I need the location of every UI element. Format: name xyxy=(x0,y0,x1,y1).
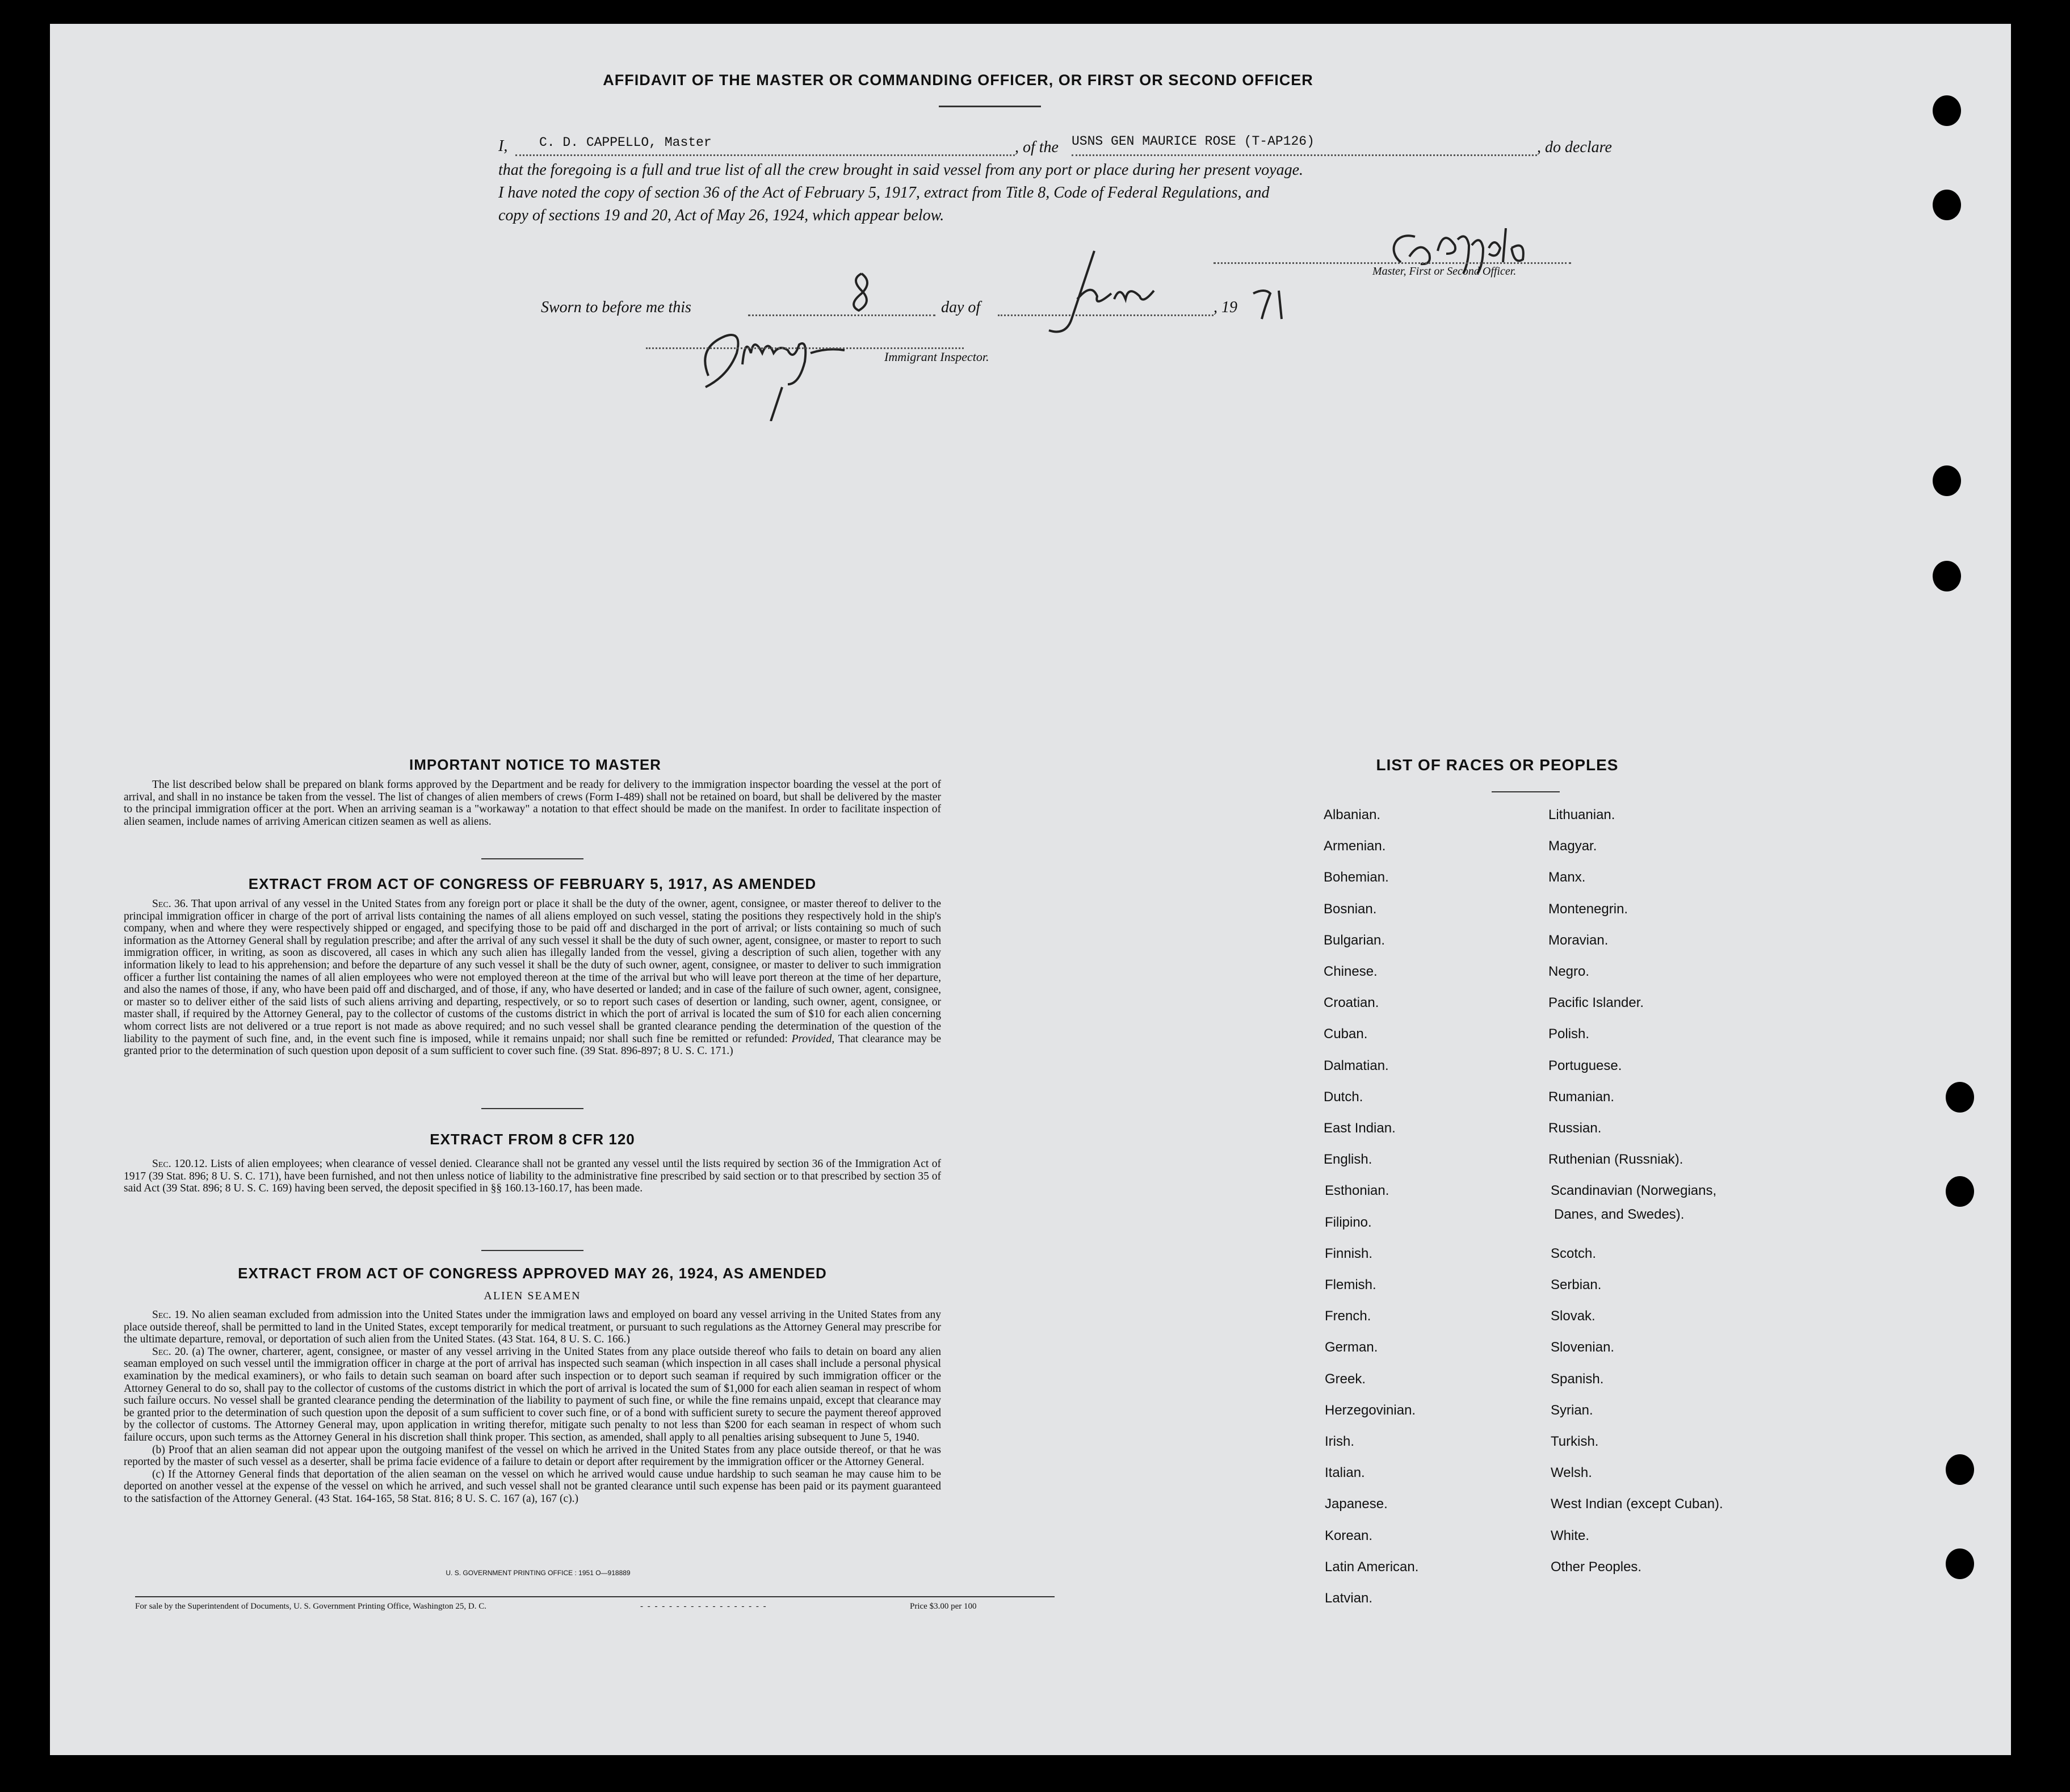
race-item: Moravian. xyxy=(1548,932,1609,948)
race-item: Spanish. xyxy=(1551,1371,1604,1387)
races-title: LIST OF RACES OR PEOPLES xyxy=(1376,756,1619,774)
inspector-line xyxy=(646,347,964,349)
cfr-body: Lists of alien employees; when clearance of vessel denied. Clearance shall not be granted any vessel until the lists required by section 36 of the Immigration Act of 1917 (39 Stat. 896; 8 U. S. C. 171), have been furnished, and not then unless notice of liability to the administrative fine prescribed by said section or to that prescribed by section 35 of said Act (39 Stat. 896; 8 U. S. C. 169) having been served, the deposit specified in §§ 160.13-160.17, has been made. xyxy=(124,1158,941,1195)
race-item: Lithuanian. xyxy=(1548,807,1615,822)
race-item: Finnish. xyxy=(1325,1245,1373,1261)
cfr-rule xyxy=(481,1250,583,1251)
race-item: Latvian. xyxy=(1325,1590,1373,1606)
race-item: Serbian. xyxy=(1551,1277,1602,1292)
declarant-pronoun: I, xyxy=(498,137,508,155)
handwritten-day xyxy=(845,268,879,313)
cfr-title: EXTRACT FROM 8 CFR 120 xyxy=(430,1131,635,1148)
footer-rule xyxy=(135,1596,1055,1597)
gpo-line: U. S. GOVERNMENT PRINTING OFFICE : 1951 O—918889 xyxy=(446,1569,631,1577)
affidavit-line-2: I have noted the copy of section 36 of the Act of February 5, 1917, extract from Title 8, Code of Federal Regulations, and xyxy=(498,184,1270,202)
race-item: Filipino. xyxy=(1325,1214,1372,1230)
race-item: Esthonian. xyxy=(1325,1183,1389,1199)
footer-left: For sale by the Superintendent of Documents, U. S. Government Printing Office, Washington 25, D. C. xyxy=(135,1602,486,1611)
footer-dashes: - - - - - - - - - - - - - - - - - - xyxy=(640,1602,767,1611)
race-item: Latin American. xyxy=(1325,1559,1419,1575)
punch-hole xyxy=(1933,190,1961,220)
race-item: Negro. xyxy=(1548,964,1590,979)
race-item: Bulgarian. xyxy=(1324,932,1385,948)
handwritten-year xyxy=(1248,279,1304,325)
sworn-label: Sworn to before me this xyxy=(541,299,691,316)
act1917-proviso-label: Provided, xyxy=(791,1033,835,1045)
declarant-name: C. D. CAPPELLO, Master xyxy=(539,135,712,150)
sec19-label: Sec. 19. xyxy=(152,1309,188,1321)
race-item: German. xyxy=(1325,1340,1378,1355)
sec20c-paragraph: (c) If the Attorney General finds that deportation of the alien seaman on the vessel on which he arrived would cause undue hardship to such seaman he may cause him to be deported on another vessel at the expense of the vessel on which he arrived, and such vessel shall not be granted clearance until such expense has been paid or its payment guaranteed to the satisfaction of the Attorney General. (43 Stat. 164-165, 58 Stat. 816; 8 U. S. C. 167 (a), 167 (c).) xyxy=(124,1468,941,1505)
race-item: Flemish. xyxy=(1325,1277,1376,1292)
race-item: West Indian (except Cuban). xyxy=(1551,1496,1723,1512)
race-item: Pacific Islander. xyxy=(1548,995,1644,1011)
act1924-title: EXTRACT FROM ACT OF CONGRESS APPROVED MAY 26, 1924, AS AMENDED xyxy=(238,1265,827,1282)
race-item: White. xyxy=(1551,1527,1590,1543)
race-item: Other Peoples. xyxy=(1551,1559,1642,1575)
sec20a-paragraph xyxy=(124,1346,941,1444)
cfr-text xyxy=(124,1158,941,1195)
race-item: Syrian. xyxy=(1551,1402,1593,1418)
race-item: Irish. xyxy=(1325,1434,1355,1449)
race-item: Bohemian. xyxy=(1324,870,1389,885)
notice-rule xyxy=(481,858,583,859)
race-item: Armenian. xyxy=(1324,838,1386,854)
race-item: Polish. xyxy=(1548,1026,1590,1042)
race-item: Rumanian. xyxy=(1548,1089,1615,1105)
handwritten-month xyxy=(1032,245,1202,342)
inspector-caption: Immigrant Inspector. xyxy=(884,350,989,364)
sec20b-paragraph: (b) Proof that an alien seaman did not appear upon the outgoing manifest of the vessel on which he arrived in the United States from any place outside thereof, or that he was reported by the master of such vessel as a deserter, shall be prima facie evidence of a failure to detain or deport after requirement by the immigration officer or the Attorney General. xyxy=(124,1443,941,1468)
cfr-section: Sec. 120.12. xyxy=(152,1158,208,1170)
race-item: Ruthenian (Russniak). xyxy=(1548,1152,1683,1168)
race-item: Albanian. xyxy=(1324,807,1381,822)
race-item: Slovak. xyxy=(1551,1308,1595,1324)
race-item: Turkish. xyxy=(1551,1434,1599,1449)
year-prefix: , 19 xyxy=(1214,299,1237,316)
act1917-proviso: That clearance may be granted prior to the determination of such question upon deposit of a sum sufficient to cover such fine. (39 Stat. 896-897; 8 U. S. C. 171.) xyxy=(124,1033,941,1057)
vessel-name: USNS GEN MAURICE ROSE (T-AP126) xyxy=(1072,134,1315,149)
notice-title: IMPORTANT NOTICE TO MASTER xyxy=(409,756,661,773)
act1917-section: Sec. 36. xyxy=(152,898,188,910)
race-item: Japanese. xyxy=(1325,1496,1388,1512)
race-item: English. xyxy=(1324,1152,1372,1168)
act1924-text xyxy=(124,1309,941,1505)
race-item: Bosnian. xyxy=(1324,901,1377,917)
race-item: Magyar. xyxy=(1548,838,1597,854)
of-the-label: , of the xyxy=(1015,139,1059,156)
race-item: Russian. xyxy=(1548,1120,1602,1136)
act1917-rule xyxy=(481,1108,583,1109)
race-item: French. xyxy=(1325,1308,1371,1324)
sec19-paragraph xyxy=(124,1309,941,1346)
name-line xyxy=(515,154,1015,156)
race-item: Welsh. xyxy=(1551,1465,1592,1481)
title-rule xyxy=(939,106,1041,107)
race-item: Dalmatian. xyxy=(1324,1057,1389,1073)
race-item: Italian. xyxy=(1325,1465,1365,1481)
act1924-subtitle: ALIEN SEAMEN xyxy=(484,1290,581,1302)
act1917-title: EXTRACT FROM ACT OF CONGRESS OF FEBRUARY 5, 1917, AS AMENDED xyxy=(248,875,817,892)
affidavit-line-1: that the foregoing is a full and true list of all the crew brought in said vessel from any port or place during her present voyage. xyxy=(498,161,1304,179)
punch-hole xyxy=(1946,1176,1974,1207)
race-item: Korean. xyxy=(1325,1527,1373,1543)
inspector-signature xyxy=(674,308,924,421)
sec20-label: Sec. 20. xyxy=(152,1345,189,1358)
race-item: Montenegrin. xyxy=(1548,901,1628,917)
vessel-line xyxy=(1072,154,1537,156)
sec19-body: No alien seaman excluded from admission into the United States under the immigration laws and employed on board any vessel arriving in the United States from any place outside thereof, shall be permitted to land in the United States, except temporarily for medical treatment, or pursuant to such regulations as the Attorney General may prescribe for the ultimate departure, removal, or deportation of such alien from the United States. (43 Stat. 164, 8 U. S. C. 166.) xyxy=(124,1309,941,1346)
act1917-text xyxy=(124,898,941,1057)
race-item: Manx. xyxy=(1548,870,1586,885)
signature-caption: Master, First or Second Officer. xyxy=(1372,265,1517,278)
punch-hole xyxy=(1933,465,1961,496)
footer-price: Price $3.00 per 100 xyxy=(910,1602,977,1611)
punch-hole xyxy=(1933,561,1961,591)
race-item: Cuban. xyxy=(1324,1026,1368,1042)
race-item: Chinese. xyxy=(1324,964,1378,979)
punch-hole xyxy=(1946,1548,1974,1579)
race-item: Slovenian. xyxy=(1551,1340,1615,1355)
day-of-label: day of xyxy=(941,299,981,316)
punch-hole xyxy=(1946,1082,1974,1113)
race-item: East Indian. xyxy=(1324,1120,1396,1136)
act1917-body: That upon arrival of any vessel in the United States from any foreign port or place it shall be the duty of the owner, agent, consignee, or master thereof to deliver to the principal immigration officer in charge of the port of arrival lists containing the names of all aliens employed on such vessel, stating the positions they respectively hold in the ship's company, when and where they were respectively shipped or engaged, and specifying those to be paid off and discharged in the port of arrival; or lists containing so much of such information as the Attorney General shall by regulation prescribe; and after the arrival of any such vessel it shall be the duty of such owner, agent, consignee, or master to report to such immigration officer, in writing, as soon as discovered, all cases in which any such alien has illegally landed from the vessel, giving a description of such alien, together with any information likely to lead to his apprehension; and before the departure of any such vessel it shall be the duty of such owner, agent, consignee, or master to deliver to such immigration officer a further list containing the names of all alien employees who were not employed thereon at the time of the arrival but who will leave port thereon at the time of her departure, and also the names of those, if any, who have been paid off and discharged, and of those, if any, who have deserted or landed; and in case of the failure of such owner, agent, consignee, or master so to deliver either of the said lists of such aliens arriving and departing, respectively, or so to report such cases of desertion or landing, such owner, agent, consignee, or master shall, if required by the Attorney General, pay to the collector of customs of the customs district in which the port of arrival is located the sum of $10 for each alien concerning whom correct lists are not delivered or a true report is not made as above required; and no such vessel shall be granted clearance pending the determination of the question of the liability to the payment of such fine, and, in the event such fine is imposed, while it remains unpaid; nor shall such fine be remitted or refunded: xyxy=(124,898,941,1045)
signature-line xyxy=(1214,262,1571,264)
race-item: Scotch. xyxy=(1551,1245,1597,1261)
form-page xyxy=(50,24,2011,1755)
punch-hole xyxy=(1946,1454,1974,1485)
race-item: Portuguese. xyxy=(1548,1057,1622,1073)
race-item: Danes, and Swedes). xyxy=(1554,1207,1685,1222)
race-item: Greek. xyxy=(1325,1371,1366,1387)
affidavit-line-3: copy of sections 19 and 20, Act of May 26, 1924, which appear below. xyxy=(498,207,944,224)
races-rule xyxy=(1492,791,1560,792)
race-item: Scandinavian (Norwegians, xyxy=(1551,1183,1717,1199)
sec20a-body: (a) The owner, charterer, agent, consignee, or master of any vessel arriving in the United States from any place outside thereof who fails to detain on board any alien seaman employed on such vessel until the immigration officer in charge at the port of arrival has inspected such seaman (which inspection in all cases shall include a personal physical examination by the medical examiners), or who fails to detain such seaman on board after such inspection or to deport such seaman if required by such immigration officer or the Attorney General to do so, shall pay to the collector of customs of the customs district in which the port of arrival is located the sum of $1,000 for each alien seaman in respect of whom such failure occurs. No vessel shall be granted clearance pending the determination of the liability to payment of such fine, or while the fine remains unpaid, except that clearance may be granted prior to the determination of such question upon the deposit of a sum sufficient to cover such fine, or of a bond with sufficient surety to secure the payment thereof approved by the collector of customs. The Attorney General may, upon application in writing therefor, mitigate such penalty to not less than $200 for each seaman in respect of whom such failure occurs, upon such terms as the Attorney General in his discretion shall think proper. This section, as amended, shall apply to all penalties arising subsequent to June 5, 1940. xyxy=(124,1345,941,1443)
race-item: Dutch. xyxy=(1324,1089,1363,1105)
race-item: Herzegovinian. xyxy=(1325,1402,1416,1418)
punch-hole xyxy=(1933,95,1961,126)
notice-text: The list described below shall be prepared on blank forms approved by the Department and be ready for delivery to the immigration inspector boarding the vessel at the port of arrival, and shall in no instance be taken from the vessel. The list of changes of alien members of crews (Form I-489) shall not be retained on board, but shall be delivered by the master to the principal immigration officer at the port. When an arriving seaman is a "workaway" a notation to that effect should be made on the manifest. In order to facilitate inspection of alien seamen, include names of arriving American citizen seamen as well as aliens. xyxy=(124,779,941,828)
declare-label: , do declare xyxy=(1537,139,1612,156)
race-item: Croatian. xyxy=(1324,995,1379,1011)
affidavit-title: AFFIDAVIT OF THE MASTER OR COMMANDING OFFICER, OR FIRST OR SECOND OFFICER xyxy=(603,72,1313,89)
